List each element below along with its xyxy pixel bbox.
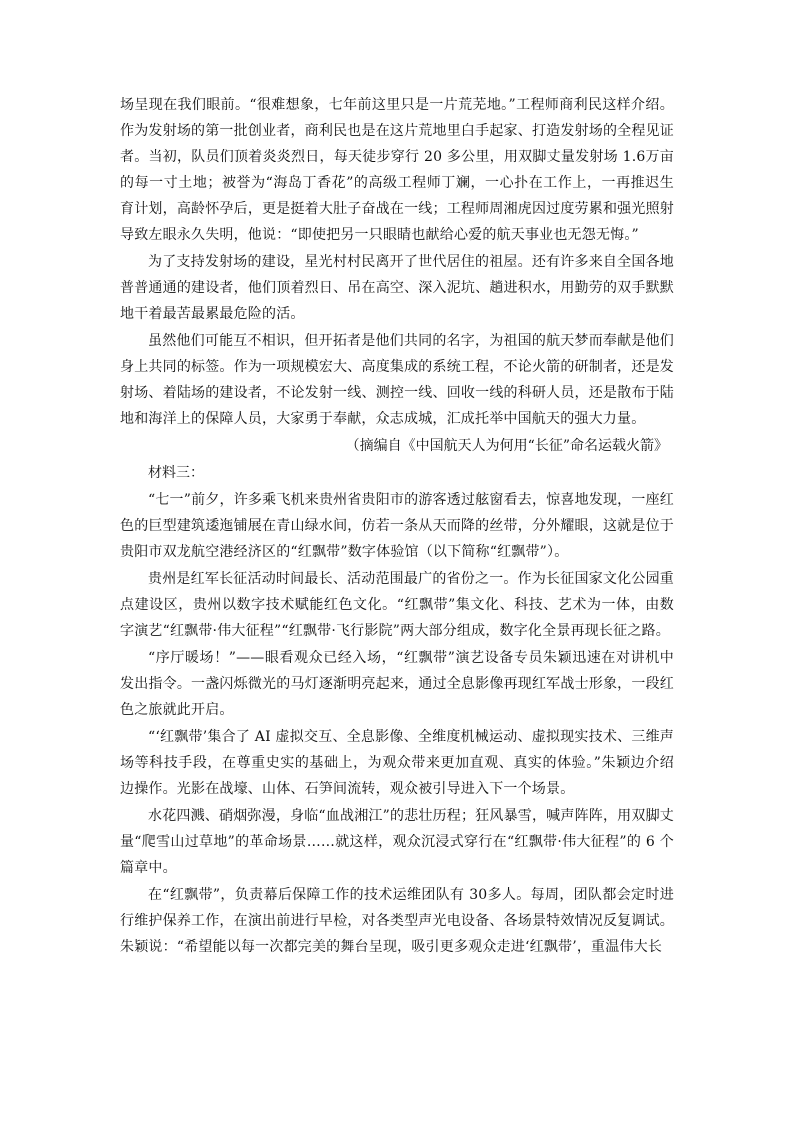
paragraph-villagers: 为了支持发射场的建设，星光村村民离开了世代居住的祖屋。还有许多来自全国各地普普通通的建设者，他们顶着烈日、吊在高空、深入泥坑、趟进积水，用勤劳的双手默默地干着最苦最累最危险的活。 xyxy=(120,254,674,322)
paragraph-maintenance: 在“红飘带”，负责幕后保障工作的技术运维团队有 30多人。每周，团队都会定时进行维护保养工作，在演出前进行早检，对各类型声光电设备、各场景特效情况反复调试。朱颖说：“希望能以每一次都完美的舞台呈现，吸引更多观众走进‘红飘带’，重温伟大长 xyxy=(120,887,674,955)
material-three-heading: 材料三： xyxy=(148,465,204,481)
paragraph-red-ribbon-intro: “七一”前夕，许多乘飞机来贵州省贵阳市的游客透过舷窗看去，惊喜地发现，一座红色的巨型建筑逶迤铺展在青山绿水间，仿若一条从天而降的丝带，分外耀眼，这就是位于贵阳市双龙航空港经济区的“红飘带”数字体验馆（以下简称“红飘带”）。 xyxy=(120,492,674,560)
document-page xyxy=(120,92,674,961)
paragraph-scenes: 水花四溅、硝烟弥漫，身临“血战湘江”的悲壮历程；狂风暴雪，喊声阵阵，用双脚丈量“爬雪山过草地”的革命场景……就这样，观众沉浸式穿行在“红飘带·伟大征程”的 6 个篇章中。 xyxy=(120,808,674,876)
source-citation: （摘编自《中国航天人为何用“长征”命名运载火箭》 xyxy=(345,438,668,454)
paragraph-guizhou: 贵州是红军长征活动时间最长、活动范围最广的省份之一。作为长征国家文化公园重点建设区，贵州以数字技术赋能红色文化。“红飘带”集文化、科技、艺术为一体，由数字演艺“红飘带·伟大征程”“红飘带·飞行影院”两大部分组成，数字化全景再现长征之路。 xyxy=(120,571,674,639)
paragraph-continuation: 场呈现在我们眼前。“很难想象，七年前这里只是一片荒芜地。”工程师商利民这样介绍。作为发射场的第一批创业者，商利民也是在这片荒地里白手起家、打造发射场的全程见证者。当初，队员们顶着炎炎烈日，每天徒步穿行 20 多公里，用双脚丈量发射场 1.6万亩的每一寸土地；被誉为“海岛丁香花”的高级工程师丁斓，一心扑在工作上，一再推迟生育计划，高龄怀孕后，更是挺着大肚子奋战在一线；工程师周湘虎因过度劳累和强光照射导致左眼永久失明，他说：“即使把另一只眼睛也献给心爱的航天事业也无怨无悔。” xyxy=(120,97,674,243)
paragraph-pioneers: 虽然他们可能互不相识，但开拓者是他们共同的名字，为祖国的航天梦而奉献是他们身上共同的标签。作为一项规模宏大、高度集成的系统工程，不论火箭的研制者，还是发射场、着陆场的建设者，不论发射一线、测控一线、回收一线的科研人员，还是散布于陆地和海洋上的保障人员，大家勇于奉献，众志成城，汇成托举中国航天的强大力量。 xyxy=(120,333,674,427)
paragraph-warmup: “序厅暖场！”——眼看观众已经入场，“红飘带”演艺设备专员朱颖迅速在对讲机中发出指令。一盏闪烁微光的马灯逐渐明亮起来，通过全息影像再现红军战士形象，一段红色之旅就此开启。 xyxy=(120,650,674,718)
paragraph-technology: “‘红飘带’集合了 AI 虚拟交互、全息影像、全维度机械运动、虚拟现实技术、三维声场等科技手段，在尊重史实的基础上，为观众带来更加直观、真实的体验。”朱颖边介绍边操作。光影在战壕、山体、石笋间流转，观众被引导进入下一个场景。 xyxy=(120,729,674,797)
